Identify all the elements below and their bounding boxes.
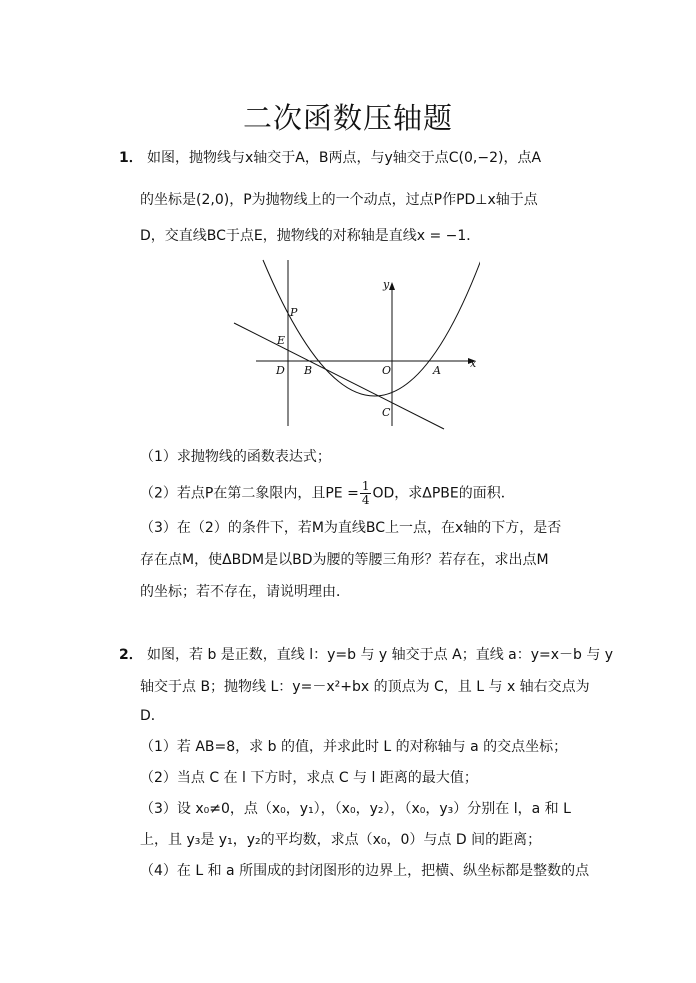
label-c: C — [382, 406, 391, 419]
parabola-curve — [263, 260, 480, 396]
problem-2-question-1: （1）若 AB=8，求 b 的值，并求此时 L 的对称轴与 a 的交点坐标； — [140, 739, 568, 755]
problem-1-line-3: D，交直线BC于点E，抛物线的对称轴是直线x = −1． — [140, 228, 481, 244]
label-b: B — [304, 364, 313, 377]
label-e: E — [277, 334, 286, 347]
problem-2-question-3-line-1: （3）设 x₀≠0，点（x₀，y₁），（x₀，y₂），（x₀，y₃）分别在 l，a 和 L — [140, 801, 571, 817]
problem-1-question-1: （1）求抛物线的函数表达式； — [140, 449, 331, 465]
label-o: O — [382, 364, 392, 377]
label-a: A — [433, 364, 441, 377]
label-d: D — [276, 364, 285, 377]
problem-1-question-3-line-1: （3）在（2）的条件下，若M为直线BC上一点，在x轴的下方，是否 — [140, 520, 562, 536]
problem-2-question-3-line-2: 上，且 y₃是 y₁，y₂的平均数，求点（x₀，0）与点 D 间的距离； — [140, 832, 542, 848]
problem-1-question-2 — [140, 480, 515, 507]
question-2-text-after: OD，求ΔPBE的面积． — [372, 485, 515, 502]
label-x: x — [470, 357, 477, 370]
question-2-text-before: （2）若点P在第二象限内，且PE = — [140, 485, 359, 502]
problem-2-number: 2． — [119, 647, 143, 663]
problem-1-number: 1． — [119, 150, 143, 166]
problem-2-line-3: D． — [140, 708, 165, 724]
fraction-numerator: 1 — [361, 479, 370, 493]
problem-2-line-1: 如图，若 b 是正数，直线 l：y=b 与 y 轴交于点 A；直线 a：y=x－b 与 y — [147, 647, 614, 663]
problem-1-question-3-line-3: 的坐标；若不存在，请说明理由． — [140, 584, 350, 600]
problem-1-question-3-line-2: 存在点M，使ΔBDM是以BD为腰的等腰三角形？若存在，求出点M — [140, 552, 549, 568]
problem-2-line-2: 轴交于点 B；抛物线 L：y=－x²+bx 的顶点为 C，且 L 与 x 轴右交点为 — [140, 679, 590, 695]
problem-1-line-1: 如图，抛物线与x轴交于A，B两点，与y轴交于点C(0,−2)，点A — [147, 150, 542, 166]
y-axis-arrow-icon — [389, 282, 395, 290]
line-bc — [234, 323, 444, 429]
fraction-denominator: 4 — [361, 493, 370, 507]
page-title: 二次函数压轴题 — [242, 101, 453, 135]
problem-1-line-2: 的坐标是(2,0)，P为抛物线上的一个动点，过点P作PD⊥x轴于点 — [140, 192, 538, 208]
fraction-one-quarter — [360, 480, 372, 507]
label-p: P — [290, 306, 298, 319]
parabola-figure — [230, 258, 480, 433]
problem-2-question-4: （4）在 L 和 a 所围成的封闭图形的边界上，把横、纵坐标都是整数的点 — [140, 863, 590, 879]
problem-2-question-2: （2）当点 C 在 l 下方时，求点 C 与 l 距离的最大值； — [140, 770, 478, 786]
label-y: y — [383, 278, 390, 291]
